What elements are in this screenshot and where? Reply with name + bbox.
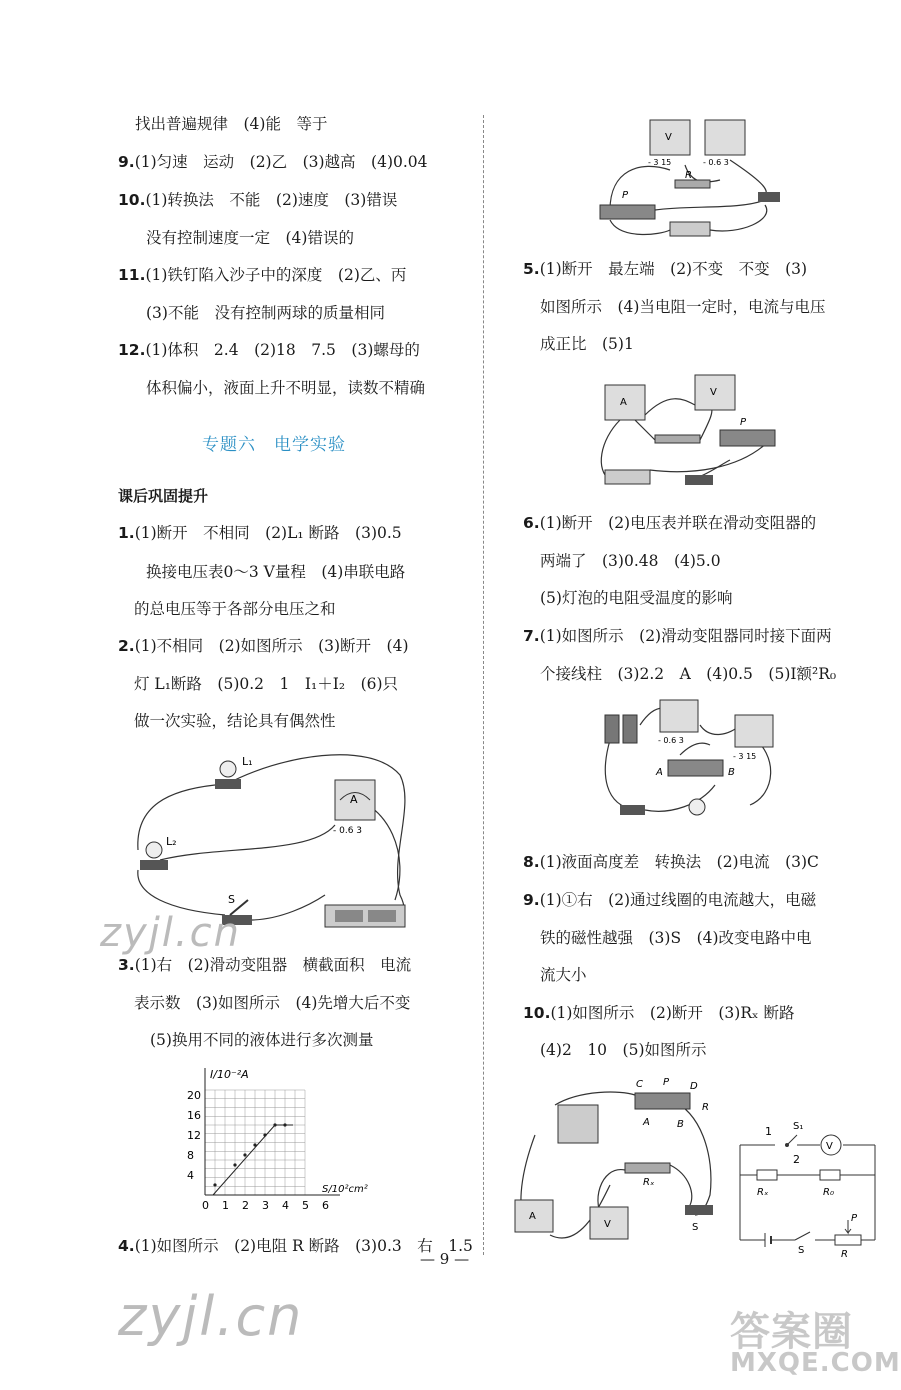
chart-x-tick-label: 5 [302,1199,309,1212]
rheostat-q10-a: A [643,1117,650,1128]
q3-left [118,955,411,975]
ammeter-label: A [350,793,358,806]
q5-line-b: 如图所示 (4)当电阻一定时，电流与电压 [540,298,826,316]
q1-text-a: (1)断开 不相同 (2)L₁ 断路 (3)0.5 [134,524,402,542]
q10r-line-b: (4)2 10 (5)如图所示 [540,1041,707,1059]
q3-number: 3. [118,956,135,974]
q7-number: 7. [523,627,540,645]
voltmeter-q10-label: V [604,1219,611,1230]
q12-text-a: (1)体积 2.4 (2)18 7.5 (3)螺母的 [145,341,420,359]
chart-x-tick-label: 4 [282,1199,289,1212]
q9r-line-b: 铁的磁性越强 (3)S (4)改变电路中电 [540,929,812,947]
chart-x-tick-label: 6 [322,1199,329,1212]
q2-text-a: (1)不相同 (2)如图所示 (3)断开 (4) [134,637,409,655]
q1-number: 1. [118,524,135,542]
rheostat [600,205,655,219]
schematic-rheostat [835,1235,861,1245]
battery-top [670,222,710,236]
chart-grid [205,1090,305,1195]
rheostat-q10-c: C [636,1079,643,1090]
schematic-r0 [820,1170,840,1180]
schematic-r: R [841,1249,848,1260]
q10r-text-a: (1)如图所示 (2)断开 (3)Rₓ 断路 [550,1004,795,1022]
chart-data-point [253,1143,256,1146]
ammeter-scale: - 0.6 3 [333,826,363,836]
q3-line-b: 表示数 (3)如图所示 (4)先增大后不变 [134,994,411,1012]
switch-q10 [685,1205,713,1215]
watermark-daanquan: 答案圈 [730,1309,853,1355]
chart-data-point [243,1153,246,1156]
q3-line-c: (5)换用不同的液体进行多次测量 [150,1031,374,1049]
voltmeter-q7-scale: - 3 15 [733,752,757,761]
chart-xlabel: S/10²cm² [322,1184,368,1195]
switch-q5 [685,475,713,485]
q6-line-b: 两端了 (3)0.48 (4)5.0 [540,552,721,570]
q1-left [118,523,402,543]
battery-q7-a [605,715,619,743]
ammeter-q5-label: A [620,397,627,408]
chart-data-point [213,1183,216,1186]
chart-data-point [233,1163,236,1166]
q8-text: (1)液面高度差 转换法 (2)电流 (3)C [539,853,819,871]
ammeter-q10-label: A [529,1211,536,1222]
q11-left [118,265,406,285]
chart-y-tick-label: 12 [187,1129,201,1142]
switch-q10-label: S [692,1222,699,1233]
chart-data-point [263,1133,266,1136]
switch-top [758,192,780,202]
circuit-diagram-q10-physical [510,1075,730,1250]
q1-line-c: 的总电压等于各部分电压之和 [134,600,336,618]
rheostat-q5 [720,430,775,446]
rheostat-q7 [668,760,723,776]
q10-right [523,1003,795,1023]
switch-label: S [228,893,235,906]
ammeter-top-scale: - 0.6 3 [703,158,729,167]
rheostat-q10-d: D [690,1081,698,1092]
q10-number: 10. [118,191,146,209]
rheostat-q10-r: R [702,1102,709,1113]
q6-right [523,513,816,533]
rheostat-q7-b-label: B [728,767,735,778]
watermark-mxqe: MXQE.COM [730,1348,901,1378]
chart-ylabel: I/10⁻²A [210,1068,249,1081]
q5-line-c: 成正比 (5)1 [540,335,634,353]
q12-line-b: 体积偏小，液面上升不明显，读数不精确 [146,379,426,397]
q4-text-a: (1)如图所示 (2)电阻 R 断路 (3)0.3 右 1.5 [134,1237,473,1255]
chart-y-tick-label: 20 [187,1089,201,1102]
section-title: 专题六 电学实验 [202,435,346,455]
chart-data-point [273,1123,276,1126]
chart-data-point [283,1123,286,1126]
q9-text: (1)匀速 运动 (2)乙 (3)越高 (4)0.04 [134,153,428,171]
q4-number: 4. [118,1237,135,1255]
rheostat-p-label: P [622,190,629,201]
q7-text-a: (1)如图所示 (2)滑动变阻器同时接下面两 [539,627,832,645]
q11-line-b: (3)不能 没有控制两球的质量相同 [146,304,385,322]
q6-text-a: (1)断开 (2)电压表并联在滑动变阻器的 [539,514,817,532]
q9r-number: 9. [523,891,540,909]
chart-x-tick-label: 0 [202,1199,209,1212]
q10-line-b: 没有控制速度一定 (4)错误的 [146,229,354,247]
q5-right [523,259,807,279]
circuit-diagram-q7 [590,695,790,835]
switch-q7 [620,805,645,815]
schematic-r0-label: R₀ [823,1187,834,1198]
battery-q10 [558,1105,598,1143]
q2-line-b: 灯 L₁断路 (5)0.2 1 I₁＋I₂ (6)只 [134,675,399,693]
lamp-q7 [689,799,705,815]
q8-number: 8. [523,853,540,871]
q12-number: 12. [118,341,146,359]
q9-number: 9. [118,153,135,171]
q7-line-b: 个接线柱 (3)2.2 A (4)0.5 (5)I额²R₀ [540,665,837,683]
q5-text-a: (1)断开 最左端 (2)不变 不变 (3) [539,260,808,278]
chart-y-tick-label: 4 [187,1169,194,1182]
q9r-text-a: (1)①右 (2)通过线圈的电流越大，电磁 [539,891,817,909]
q10r-number: 10. [523,1004,551,1022]
resistor-r-label: R [685,170,692,181]
resistor-q5 [655,435,700,443]
battery-q7-b [623,715,637,743]
chart-x-tick-label: 2 [242,1199,249,1212]
q9-right [523,890,816,910]
subsection-title: 课后巩固提升 [118,487,209,505]
q8-right [523,852,819,872]
column-divider [483,115,484,1255]
voltmeter-q7-body [735,715,773,747]
q5-number: 5. [523,260,540,278]
lamp-l1-bulb [220,761,236,777]
q9-left [118,152,428,172]
resistor-rx-label: Rₓ [643,1177,655,1188]
page-number: — 9 — [420,1250,470,1268]
schematic-s: S [798,1245,805,1256]
lamp-l2-label: L₂ [166,835,177,848]
lamp-l2-bulb [146,842,162,858]
voltmeter-top-scale: - 3 15 [648,158,672,167]
circuit-diagram-q4 [590,110,790,245]
current-area-chart [180,1060,380,1220]
schematic-s1: S₁ [793,1121,804,1132]
left-line-1: 找出普遍规律 (4)能 等于 [135,115,328,133]
schematic-voltmeter-label: V [826,1141,833,1152]
resistor-r [675,180,710,188]
schematic-node-1: 1 [765,1125,772,1138]
q2-line-c: 做一次实验，结论具有偶然性 [134,712,336,730]
q10-left [118,190,397,210]
ammeter-top-body [705,120,745,155]
q11-text-a: (1)铁钉陷入沙子中的深度 (2)乙、丙 [145,266,407,284]
chart-y-tick-label: 8 [187,1149,194,1162]
q11-number: 11. [118,266,146,284]
rheostat-q10 [635,1093,690,1109]
q7-right [523,626,832,646]
watermark-zyjl-1: zyjl.cn [100,910,241,956]
lamp-l2-base [140,860,168,870]
lamp-l1-label: L₁ [242,755,253,768]
schematic-rx [757,1170,777,1180]
q1-line-b: 换接电压表0～3 V量程 (4)串联电路 [146,563,406,581]
ammeter-q7-scale: - 0.6 3 [658,736,684,745]
battery-q5 [605,470,650,484]
q3-text-a: (1)右 (2)滑动变阻器 横截面积 电流 [134,956,412,974]
rheostat-q10-b: B [677,1119,684,1130]
q9r-line-c: 流大小 [540,966,587,984]
voltmeter-top-label: V [665,132,672,143]
rheostat-q5-p-label: P [740,417,747,428]
schematic-p: P [851,1213,858,1224]
rheostat-q7-a-label: A [656,767,663,778]
circuit-diagram-q10-schematic [735,1115,885,1260]
q12-left [118,340,420,360]
q2-left [118,636,409,656]
voltmeter-q5-label: V [710,387,717,398]
q6-number: 6. [523,514,540,532]
chart-x-tick-label: 1 [222,1199,229,1212]
q2-number: 2. [118,637,135,655]
chart-y-tick-label: 16 [187,1109,201,1122]
resistor-rx [625,1163,670,1173]
rheostat-q10-p: P [663,1077,670,1088]
schematic-rx-label: Rₓ [757,1187,769,1198]
q6-line-c: (5)灯泡的电阻受温度的影响 [540,589,733,607]
ammeter-q7-body [660,700,698,732]
circuit-diagram-q5 [590,370,790,500]
lamp-l1-base [215,779,241,789]
chart-x-tick-label: 3 [262,1199,269,1212]
schematic-node-2: 2 [793,1153,800,1166]
q10-text-a: (1)转换法 不能 (2)速度 (3)错误 [145,191,398,209]
watermark-zyjl-2: zyjl.cn [118,1285,304,1348]
